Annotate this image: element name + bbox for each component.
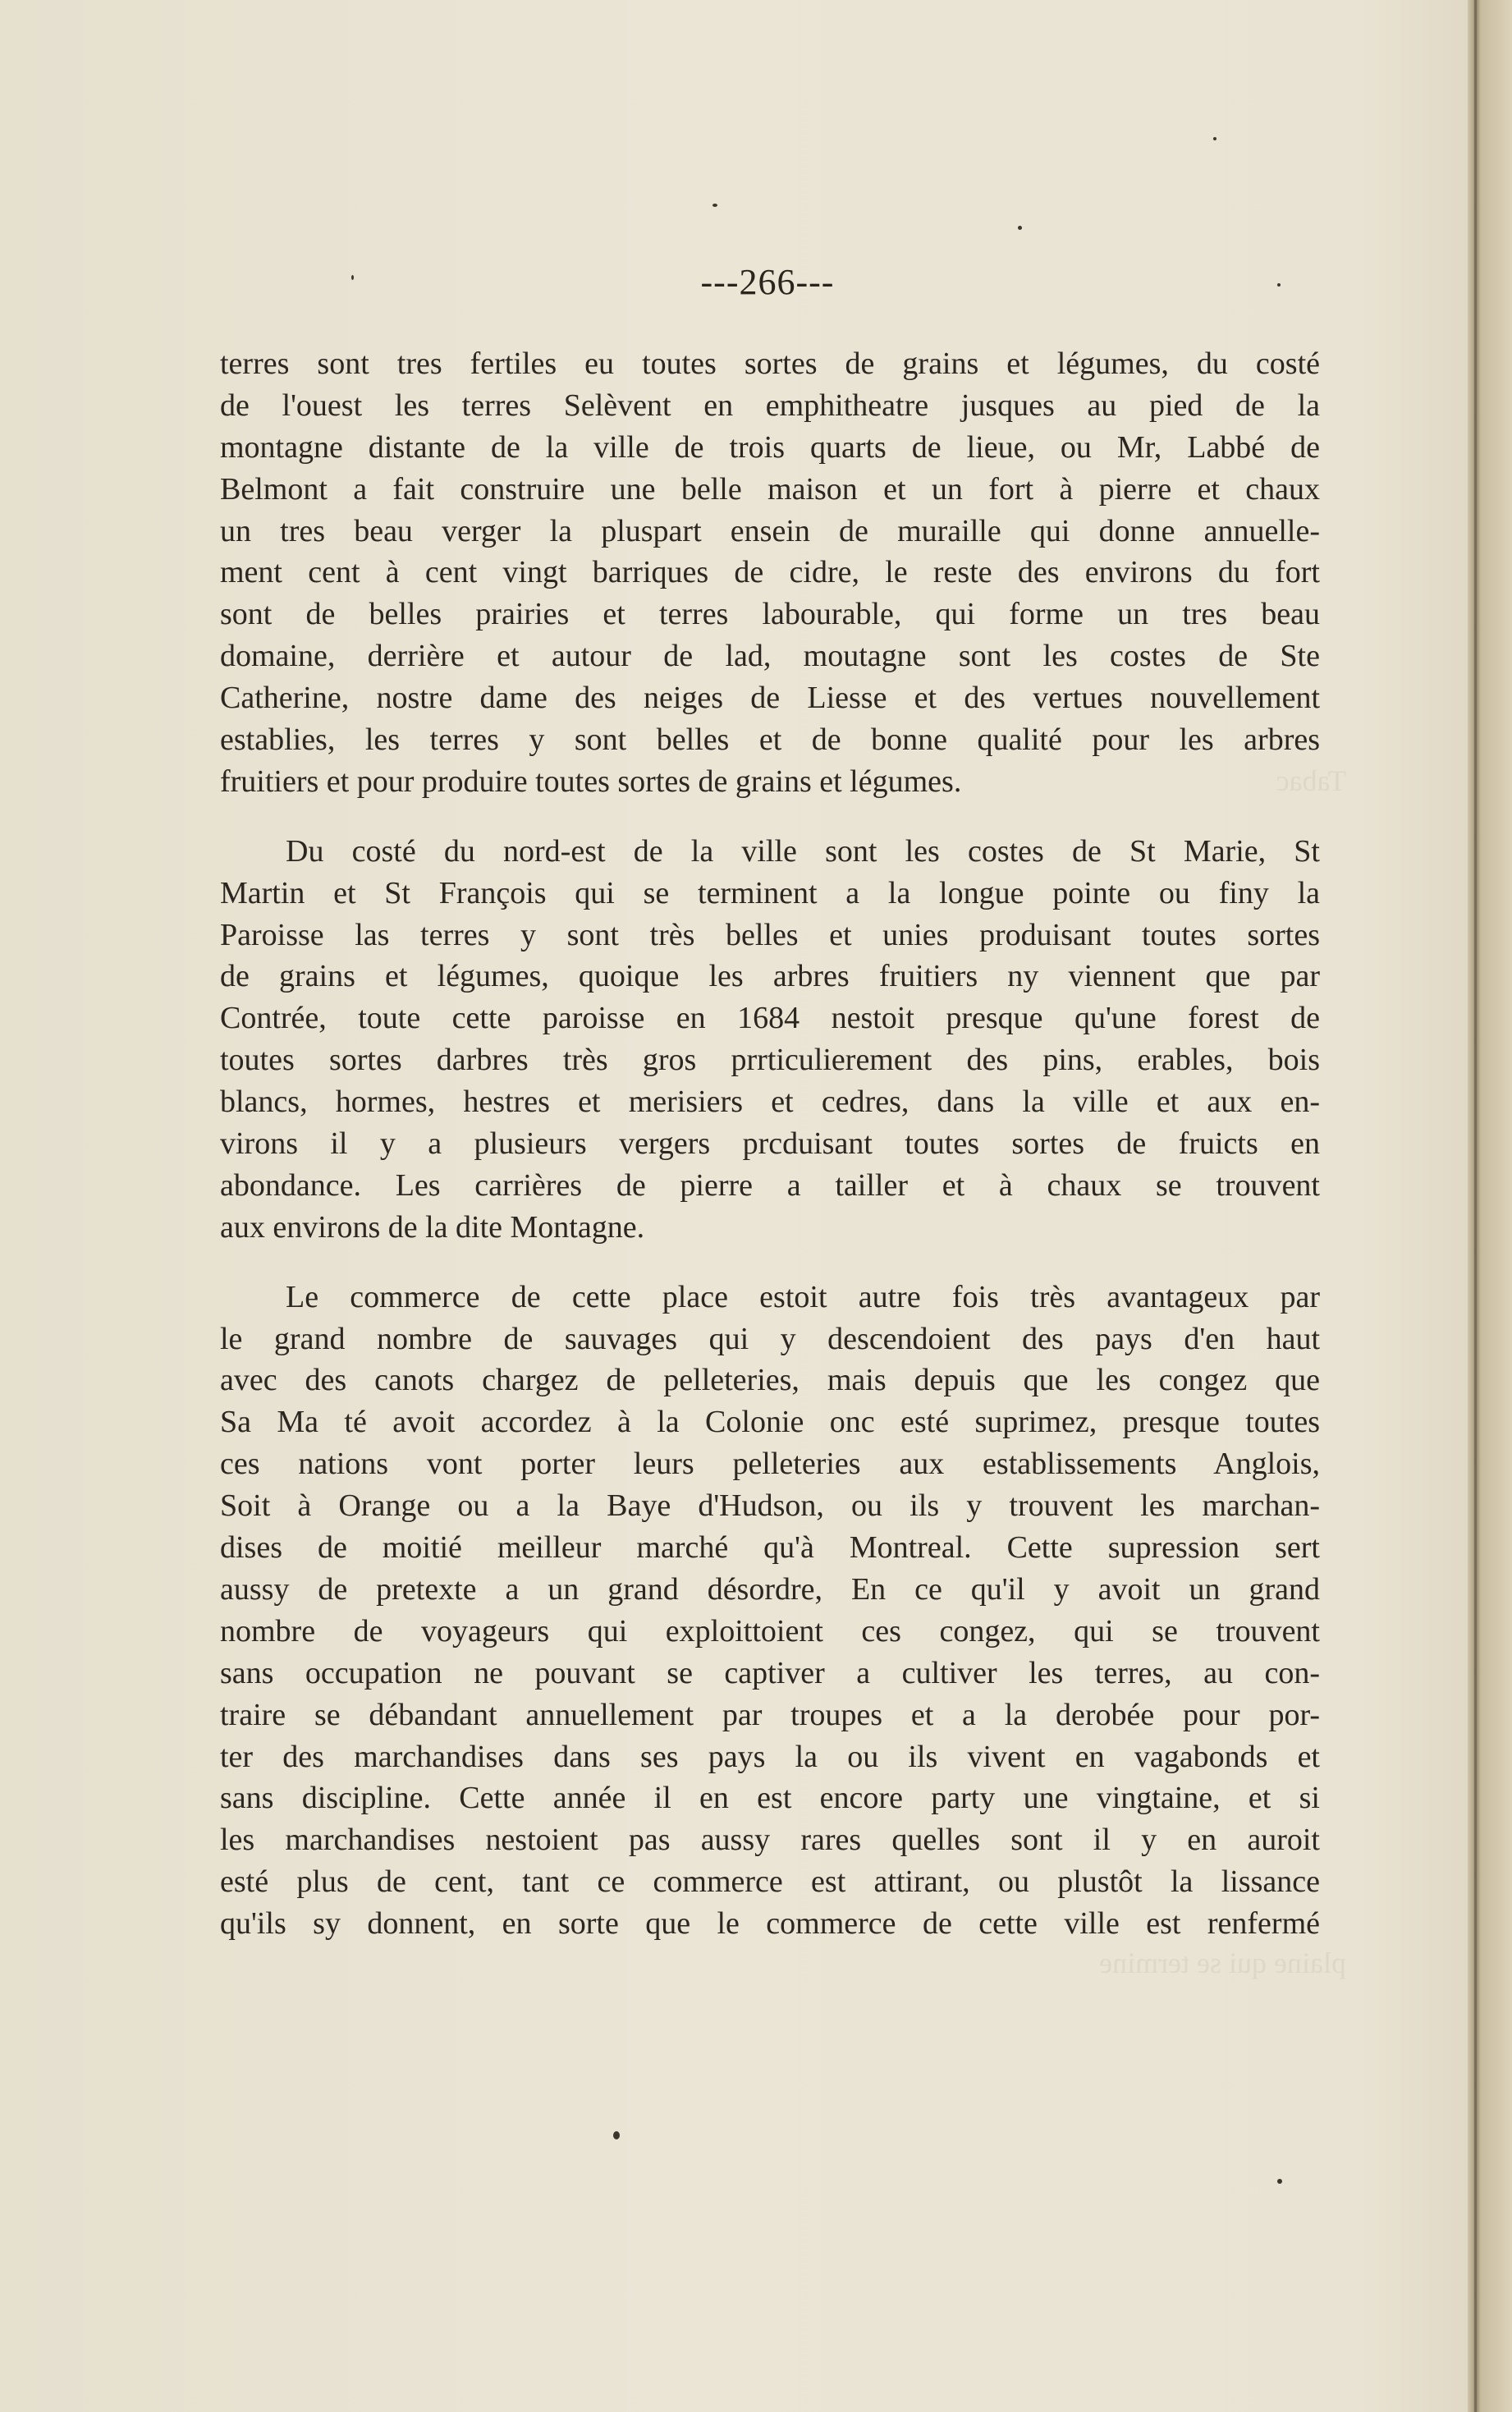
page-number: ---266--- bbox=[700, 262, 835, 302]
text-line: le grand nombre de sauvages qui y descendoient des pays d'en haut bbox=[220, 1321, 1320, 1356]
text-line: avec des canots chargez de pelleteries, mais depuis que les congez que bbox=[220, 1363, 1320, 1398]
paper-speck bbox=[1213, 137, 1216, 140]
text-line: domaine, derrière et autour de lad, moutagne sont les costes de Ste bbox=[220, 639, 1320, 674]
text-line: terres sont tres fertiles eu toutes sortes de grains et légumes, du costé bbox=[220, 346, 1320, 381]
show-through-text: Tabac bbox=[1276, 764, 1346, 797]
text-line: Sa Ma té avoit accordez à la Colonie onc esté suprimez, presque toutes bbox=[220, 1405, 1320, 1440]
text-line: Le commerce de cette place estoit autre fois très avantageux par bbox=[286, 1279, 1320, 1314]
text-line: Soit à Orange ou a la Baye d'Hudson, ou ils y trouvent les marchan- bbox=[220, 1488, 1320, 1524]
text-line: Paroisse las terres y sont très belles et unies produisant toutes sortes bbox=[220, 917, 1320, 952]
text-line: ter des marchandises dans ses pays la ou ils vivent en vagabonds et bbox=[220, 1739, 1320, 1774]
text-line: toutes sortes darbres très gros prrticulierement des pins, erables, bois bbox=[220, 1043, 1320, 1078]
text-line: dises de moitié meilleur marché qu'à Montreal. Cette supression sert bbox=[220, 1530, 1320, 1566]
text-line: Belmont a fait construire une belle maison et un fort à pierre et chaux bbox=[220, 471, 1320, 507]
text-line: sans occupation ne pouvant se captiver a cultiver les terres, au con- bbox=[220, 1655, 1320, 1690]
paragraph-3 bbox=[220, 1277, 1320, 1945]
text-line: aussy de pretexte a un grand désordre, En ce qu'il y avoit un grand bbox=[220, 1571, 1320, 1607]
text-line: un tres beau verger la pluspart ensein de muraille qui donne annuelle- bbox=[220, 513, 1320, 548]
paper-speck bbox=[1277, 283, 1281, 287]
text-line: de grains et légumes, quoique les arbres fruitiers ny viennent que par bbox=[220, 959, 1320, 994]
text-line: traire se débandant annuellement par troupes et a la derobée pour por- bbox=[220, 1697, 1320, 1732]
text-line: abondance. Les carrières de pierre a tailler et à chaux se trouvent bbox=[220, 1167, 1320, 1203]
show-through-text: plaine qui se termine bbox=[1099, 1947, 1346, 1979]
paper-speck bbox=[712, 204, 717, 207]
text-line: sont de belles prairies et terres labourable, qui forme un tres beau bbox=[220, 597, 1320, 632]
paragraph-1 bbox=[220, 343, 1320, 803]
body-text bbox=[220, 343, 1320, 1973]
text-line: nombre de voyageurs qui exploittoient ces congez, qui se trouvent bbox=[220, 1613, 1320, 1649]
text-line: Contrée, toute cette paroisse en 1684 nestoit presque qu'une forest de bbox=[220, 1001, 1320, 1036]
paper-speck bbox=[1277, 2179, 1282, 2184]
paragraph-2 bbox=[220, 831, 1320, 1249]
paper-speck bbox=[613, 2131, 620, 2139]
text-line: establies, les terres y sont belles et de bonne qualité pour les arbres bbox=[220, 722, 1320, 758]
text-line: montagne distante de la ville de trois quarts de lieue, ou Mr, Labbé de bbox=[220, 429, 1320, 465]
text-line: les marchandises nestoient pas aussy rares quelles sont il y en auroit bbox=[220, 1823, 1320, 1858]
text-line: ces nations vont porter leurs pelleteries aux establissements Anglois, bbox=[220, 1447, 1320, 1482]
text-line: aux environs de la dite Montagne. bbox=[220, 1209, 645, 1245]
text-line: esté plus de cent, tant ce commerce est attirant, ou plustôt la lissance bbox=[220, 1864, 1320, 1900]
text-line: fruitiers et pour produire toutes sortes de grains et légumes. bbox=[220, 763, 962, 799]
text-line: blancs, hormes, hestres et merisiers et cedres, dans la ville et aux en- bbox=[220, 1084, 1320, 1120]
text-line: Catherine, nostre dame des neiges de Liesse et des vertues nouvellement bbox=[220, 681, 1320, 716]
text-line: Martin et St François qui se terminent a la longue pointe ou finy la bbox=[220, 875, 1320, 910]
text-line: de l'ouest les terres Selèvent en emphitheatre jusques au pied de la bbox=[220, 387, 1320, 423]
binding-shadow-line bbox=[1474, 0, 1477, 2412]
paper-speck bbox=[1018, 226, 1022, 230]
text-line: sans discipline. Cette année il en est encore party une vingtaine, et si bbox=[220, 1781, 1320, 1816]
text-line: qu'ils sy donnent, en sorte que le commerce de cette ville est renfermé bbox=[220, 1906, 1320, 1942]
text-line: ment cent à cent vingt barriques de cidre, le reste des environs du fort bbox=[220, 555, 1320, 590]
text-line: Du costé du nord-est de la ville sont les costes de St Marie, St bbox=[286, 833, 1320, 869]
paper-speck bbox=[351, 275, 354, 280]
text-line: virons il y a plusieurs vergers prcduisant toutes sortes de fruicts en bbox=[220, 1126, 1320, 1162]
